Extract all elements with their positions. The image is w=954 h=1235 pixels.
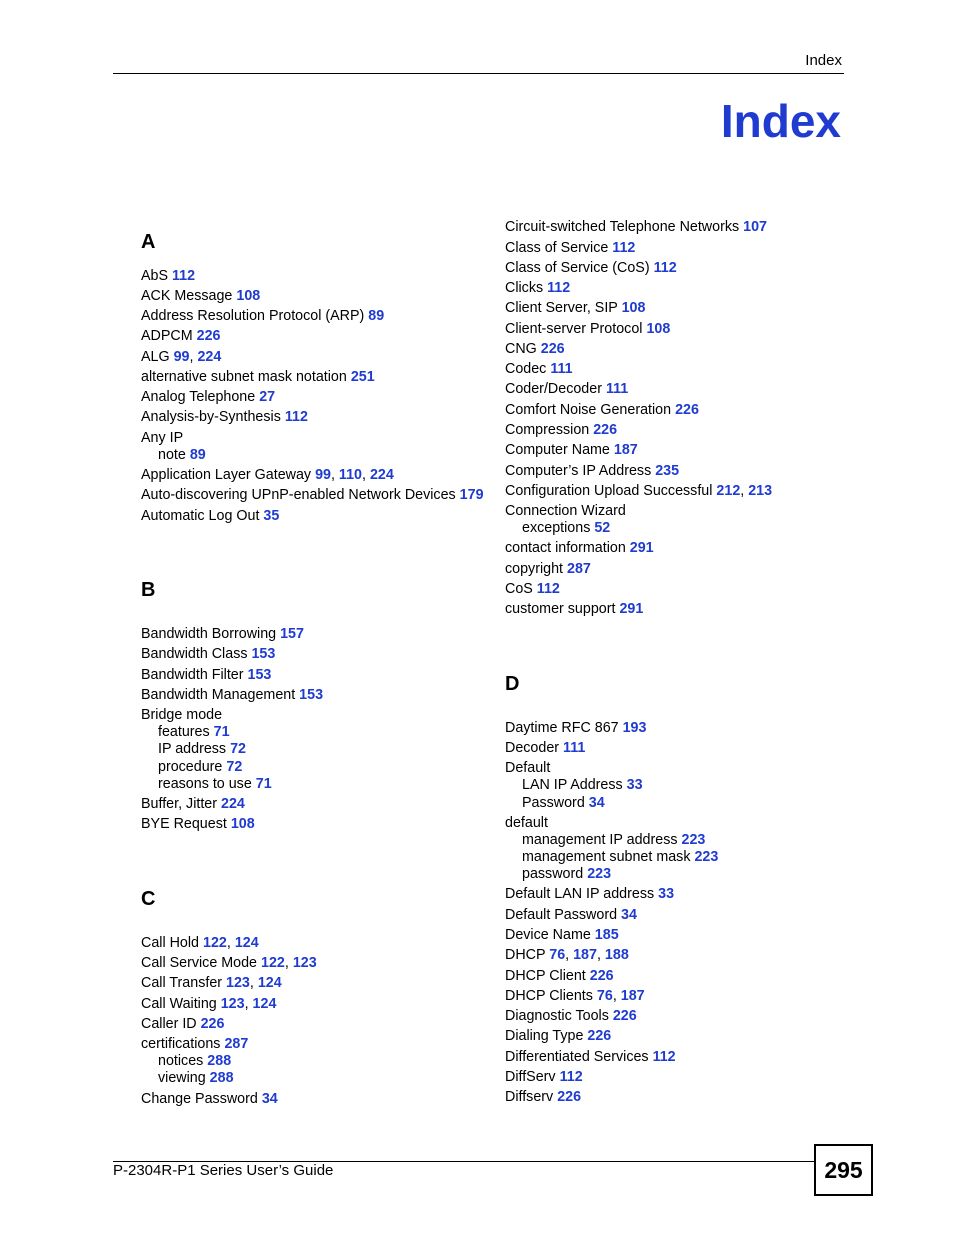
index-entry <box>141 1016 224 1033</box>
page-reference-link[interactable]: 153 <box>299 687 324 703</box>
index-term: Bandwidth Management <box>141 687 296 703</box>
index-term: notices <box>158 1053 204 1069</box>
index-term: default <box>505 815 548 831</box>
page-reference-link[interactable]: 123 <box>220 996 245 1012</box>
index-entry <box>141 687 323 704</box>
page-reference-link[interactable]: 89 <box>368 308 385 324</box>
index-term: DiffServ <box>505 1069 556 1085</box>
page-reference-link[interactable]: 71 <box>213 724 230 740</box>
index-entry <box>141 389 275 406</box>
index-term: Circuit-switched Telephone Networks <box>505 219 740 235</box>
index-section-letter: C <box>141 888 156 910</box>
page-reference-link[interactable]: 226 <box>196 328 221 344</box>
index-term: Connection Wizard <box>505 503 626 519</box>
index-entry <box>505 422 617 439</box>
index-entry <box>141 409 308 426</box>
page-reference-link[interactable]: 226 <box>587 1028 612 1044</box>
index-term: note <box>158 447 186 463</box>
index-term: Auto-discovering UPnP-enabled Network Devices <box>141 487 456 503</box>
page-reference-link[interactable]: 226 <box>612 1008 637 1024</box>
index-term: Comfort Noise Generation <box>505 402 672 418</box>
index-term: Diffserv <box>505 1089 554 1105</box>
page-reference-link[interactable]: 112 <box>653 260 677 276</box>
index-term: Automatic Log Out <box>141 508 260 524</box>
page-reference-link[interactable]: 224 <box>197 349 222 365</box>
index-term: BYE Request <box>141 816 227 832</box>
index-entry <box>505 720 646 737</box>
index-entry <box>141 369 375 386</box>
page-reference-link[interactable]: 224 <box>221 796 245 812</box>
index-entry <box>505 740 585 757</box>
index-term: Call Transfer <box>141 975 223 991</box>
page-reference-link[interactable]: 52 <box>594 520 611 536</box>
index-entry: ALG 99, 224 <box>141 349 222 365</box>
running-header: Index <box>805 52 842 69</box>
page-reference-link[interactable]: 112 <box>559 1069 583 1085</box>
page-reference-link[interactable]: 72 <box>230 741 246 757</box>
index-entry <box>505 402 699 419</box>
index-entry <box>505 442 638 459</box>
index-term: IP address <box>158 741 227 757</box>
index-term: features <box>158 724 210 740</box>
index-term: certifications <box>141 1036 221 1052</box>
index-term: CoS <box>505 581 533 597</box>
index-term: Default <box>505 760 551 776</box>
page-reference-link[interactable]: 108 <box>230 816 255 832</box>
index-entry <box>505 1089 581 1106</box>
index-entry: Call Hold 122, 124 <box>141 935 259 951</box>
page-reference-link[interactable]: 251 <box>350 369 375 385</box>
page-reference-link[interactable]: 223 <box>681 832 706 848</box>
page-reference-link[interactable]: 226 <box>589 968 614 984</box>
index-entry <box>505 815 548 832</box>
page-reference-link[interactable]: 224 <box>369 467 394 483</box>
index-term: Client Server, SIP <box>505 300 618 316</box>
index-entry <box>505 1049 676 1066</box>
index-entry <box>505 321 670 338</box>
page-reference-link[interactable]: 111 <box>563 740 586 756</box>
page-reference-link[interactable]: 213 <box>748 483 773 499</box>
index-term: viewing <box>158 1070 206 1086</box>
page-reference-link[interactable]: 112 <box>612 240 636 256</box>
index-term: Default Password <box>505 907 618 923</box>
index-term: Analog Telephone <box>141 389 256 405</box>
page-reference-link[interactable]: 187 <box>573 947 597 963</box>
page-reference-link[interactable]: 291 <box>629 540 654 556</box>
index-term: Default LAN IP address <box>505 886 655 902</box>
index-entry <box>505 341 565 358</box>
index-entry <box>141 707 222 724</box>
index-entry <box>505 927 619 944</box>
index-subentry <box>505 832 705 849</box>
index-term: management subnet mask <box>522 849 691 865</box>
index-term: Dialing Type <box>505 1028 584 1044</box>
page-reference-link[interactable]: 212 <box>716 483 741 499</box>
index-term: Class of Service (CoS) <box>505 260 650 276</box>
index-term: Call Waiting <box>141 996 217 1012</box>
index-entry <box>505 361 573 378</box>
index-entry <box>505 540 654 557</box>
index-term: Class of Service <box>505 240 609 256</box>
index-column-left <box>141 218 491 1138</box>
index-entry <box>505 463 679 480</box>
index-entry <box>141 508 279 525</box>
index-term: ADPCM <box>141 328 193 344</box>
index-entry <box>505 968 614 985</box>
index-term: Address Resolution Protocol (ARP) <box>141 308 365 324</box>
page-reference-link[interactable]: 226 <box>540 341 565 357</box>
index-term: Client-server Protocol <box>505 321 643 337</box>
header-divider <box>113 73 844 74</box>
page-reference-link[interactable]: 34 <box>621 907 637 923</box>
page-reference-link[interactable]: 288 <box>209 1070 234 1086</box>
index-term: Device Name <box>505 927 591 943</box>
index-term: password <box>522 866 584 882</box>
index-entry <box>505 300 645 317</box>
index-entry <box>505 561 591 578</box>
page-reference-link[interactable]: 235 <box>655 463 680 479</box>
index-entry <box>141 626 304 643</box>
index-entry <box>505 381 628 398</box>
index-entry: DHCP 76, 187, 188 <box>505 947 629 963</box>
page-reference-link[interactable]: 226 <box>675 402 699 418</box>
page-reference-link[interactable]: 33 <box>626 777 643 793</box>
index-entry <box>141 268 195 285</box>
page-reference-link[interactable]: 112 <box>536 581 560 597</box>
index-term: Coder/Decoder <box>505 381 602 397</box>
index-section-letter: B <box>141 579 156 601</box>
index-entry <box>505 1028 611 1045</box>
page-reference-link[interactable]: 185 <box>594 927 619 943</box>
page-reference-link[interactable]: 89 <box>189 447 206 463</box>
page-reference-link[interactable]: 288 <box>207 1053 232 1069</box>
index-term: DHCP <box>505 947 546 963</box>
page-reference-link[interactable]: 111 <box>605 381 629 397</box>
page-reference-link[interactable]: 33 <box>658 886 675 902</box>
index-term: Daytime RFC 867 <box>505 720 619 736</box>
page-reference-link[interactable]: 291 <box>619 601 644 617</box>
index-term: customer support <box>505 601 616 617</box>
index-entry <box>141 667 271 684</box>
index-term: CNG <box>505 341 537 357</box>
index-section-letter: A <box>141 231 156 253</box>
index-entry <box>505 219 767 236</box>
index-entry <box>141 487 484 504</box>
page-reference-link[interactable]: 153 <box>251 646 276 662</box>
page-reference-link[interactable]: 71 <box>255 776 272 792</box>
index-entry: Configuration Upload Successful 212, 213 <box>505 483 773 499</box>
page-reference-link[interactable]: 287 <box>224 1036 249 1052</box>
index-entry <box>141 288 260 305</box>
page-reference-link[interactable]: 188 <box>604 947 629 963</box>
page-reference-link[interactable]: 226 <box>557 1089 582 1105</box>
index-term: management IP address <box>522 832 678 848</box>
index-entry <box>141 1036 248 1053</box>
index-term: Analysis-by-Synthesis <box>141 409 281 425</box>
page-reference-link[interactable]: 187 <box>620 988 645 1004</box>
index-entry: DHCP Clients 76, 187 <box>505 988 645 1004</box>
index-entry <box>505 280 570 297</box>
page-reference-link[interactable]: 123 <box>226 975 250 991</box>
page-reference-link[interactable]: 27 <box>259 389 276 405</box>
index-term: Codec <box>505 361 547 377</box>
index-term: alternative subnet mask notation <box>141 369 347 385</box>
index-term: Decoder <box>505 740 560 756</box>
index-term: Compression <box>505 422 590 438</box>
index-entry <box>505 907 637 924</box>
page-number: 295 <box>814 1144 873 1196</box>
index-term: Diagnostic Tools <box>505 1008 609 1024</box>
index-entry <box>141 308 384 325</box>
index-term: contact information <box>505 540 626 556</box>
index-term: Call Hold <box>141 935 200 951</box>
index-entry <box>141 796 245 813</box>
index-term: DHCP Client <box>505 968 586 984</box>
index-term: copyright <box>505 561 564 577</box>
index-entry <box>505 581 560 598</box>
index-subentry <box>141 776 272 793</box>
index-term: Differentiated Services <box>505 1049 649 1065</box>
index-entry <box>505 503 626 520</box>
index-term: Configuration Upload Successful <box>505 483 713 499</box>
index-subentry <box>505 777 643 794</box>
page-reference-link[interactable]: 34 <box>261 1091 278 1107</box>
index-subentry <box>505 795 605 812</box>
index-term: Change Password <box>141 1091 258 1107</box>
footer-guide-title: P-2304R-P1 Series User’s Guide <box>113 1162 334 1179</box>
index-subentry <box>141 1070 234 1087</box>
page-reference-link[interactable]: 124 <box>257 975 282 991</box>
index-subentry <box>141 741 246 758</box>
page-reference-link[interactable]: 226 <box>200 1016 225 1032</box>
page-reference-link[interactable]: 112 <box>652 1049 676 1065</box>
page-reference-link[interactable]: 99 <box>173 349 190 365</box>
index-entry <box>141 430 183 447</box>
page-reference-link[interactable]: 112 <box>172 268 196 284</box>
index-term: Bandwidth Class <box>141 646 248 662</box>
index-entry: Call Service Mode 122, 123 <box>141 955 317 971</box>
page-reference-link[interactable]: 123 <box>292 955 317 971</box>
index-subentry <box>505 520 610 537</box>
page-reference-link[interactable]: 122 <box>203 935 227 951</box>
page-reference-link[interactable]: 124 <box>234 935 259 951</box>
index-entry <box>505 260 677 277</box>
page-reference-link[interactable]: 108 <box>646 321 671 337</box>
index-term: Call Service Mode <box>141 955 258 971</box>
index-term: DHCP Clients <box>505 988 593 1004</box>
page-reference-link[interactable]: 99 <box>315 467 331 483</box>
index-subentry <box>505 849 718 866</box>
index-term: LAN IP Address <box>522 777 623 793</box>
index-term: Bridge mode <box>141 707 223 723</box>
page-reference-link[interactable]: 124 <box>252 996 277 1012</box>
page-reference-link[interactable]: 72 <box>226 759 243 775</box>
page-reference-link[interactable]: 223 <box>587 866 612 882</box>
index-entry <box>141 1091 278 1108</box>
index-entry <box>505 1008 637 1025</box>
index-entry: Application Layer Gateway 99, 110, 224 <box>141 467 394 483</box>
page-reference-link[interactable]: 111 <box>550 361 573 377</box>
index-subentry <box>141 724 230 741</box>
index-entry <box>505 886 674 903</box>
index-section-letter: D <box>505 673 520 695</box>
page-reference-link[interactable]: 35 <box>263 508 280 524</box>
index-entry: Call Transfer 123, 124 <box>141 975 282 991</box>
page-reference-link[interactable]: 76 <box>596 988 613 1004</box>
page-reference-link[interactable]: 122 <box>261 955 285 971</box>
page-reference-link[interactable]: 223 <box>694 849 719 865</box>
page-reference-link[interactable]: 179 <box>459 487 484 503</box>
index-term: Computer Name <box>505 442 610 458</box>
index-term: ALG <box>141 349 170 365</box>
index-subentry <box>141 447 206 464</box>
index-term: exceptions <box>522 520 591 536</box>
page-reference-link[interactable]: 112 <box>547 280 571 296</box>
index-term: reasons to use <box>158 776 252 792</box>
page-reference-link[interactable]: 187 <box>613 442 638 458</box>
index-term: Password <box>522 795 585 811</box>
index-term: AbS <box>141 268 169 284</box>
index-term: ACK Message <box>141 288 233 304</box>
page-reference-link[interactable]: 287 <box>567 561 591 577</box>
page-reference-link[interactable]: 193 <box>622 720 647 736</box>
page-reference-link[interactable]: 34 <box>588 795 605 811</box>
index-term: Any IP <box>141 430 184 446</box>
page-reference-link[interactable]: 76 <box>549 947 566 963</box>
index-entry <box>141 328 220 345</box>
page-reference-link[interactable]: 110 <box>338 467 362 483</box>
page-reference-link[interactable]: 108 <box>621 300 646 316</box>
page-reference-link[interactable]: 226 <box>593 422 618 438</box>
page-reference-link[interactable]: 153 <box>247 667 272 683</box>
page-reference-link[interactable]: 108 <box>236 288 261 304</box>
index-term: Computer’s IP Address <box>505 463 652 479</box>
index-subentry <box>141 1053 231 1070</box>
index-term: Buffer, Jitter <box>141 796 218 812</box>
page-reference-link[interactable]: 112 <box>284 409 308 425</box>
index-entry <box>505 601 643 618</box>
index-subentry <box>505 866 611 883</box>
index-term: Application Layer Gateway <box>141 467 312 483</box>
index-term: Bandwidth Filter <box>141 667 244 683</box>
index-subentry <box>141 759 242 776</box>
page-title: Index <box>720 95 841 147</box>
index-term: Bandwidth Borrowing <box>141 626 277 642</box>
index-column-right <box>505 218 855 1138</box>
index-term: procedure <box>158 759 223 775</box>
index-entry <box>505 1069 583 1086</box>
index-term: Caller ID <box>141 1016 197 1032</box>
index-entry: Call Waiting 123, 124 <box>141 996 277 1012</box>
index-entry <box>141 646 275 663</box>
index-entry <box>141 816 255 833</box>
index-term: Clicks <box>505 280 544 296</box>
page-reference-link[interactable]: 157 <box>280 626 304 642</box>
page-reference-link[interactable]: 107 <box>743 219 767 235</box>
index-entry <box>505 760 550 777</box>
index-entry <box>505 240 635 257</box>
